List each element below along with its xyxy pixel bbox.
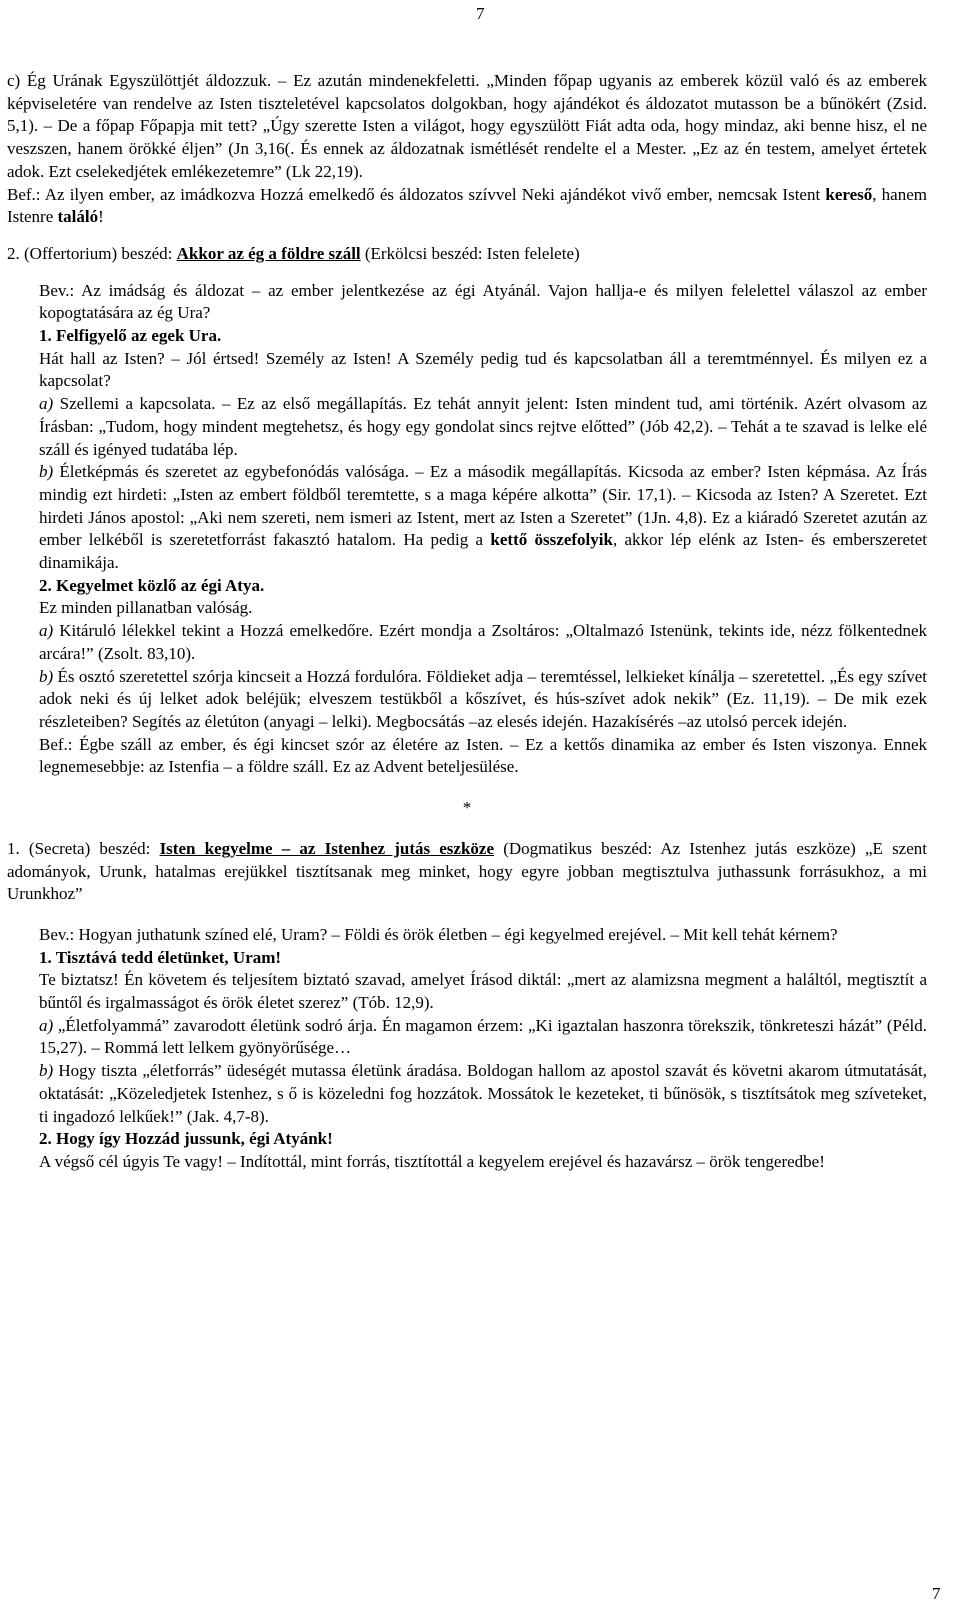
document-body — [7, 70, 927, 1174]
subheading: 2. Hogy így Hozzád jussunk, égi Atyánk! — [39, 1129, 333, 1149]
paragraph: Ez minden pillanatban valóság. — [39, 598, 253, 618]
paragraph: Bef.: Égbe száll az ember, és égi kincset szór az életére az Isten. – Ez a kettős dinamika az ember és Isten viszonya. Ennek legnemesebbje: az Istenfia – a földre száll. Ez az Advent beteljesülése. — [39, 734, 927, 777]
section-heading: 2. (Offertorium) beszéd: Akkor az ég a földre száll (Erkölcsi beszéd: Isten felelete) — [7, 243, 580, 263]
paragraph: Bev.: Az imádság és áldozat – az ember jelentkezése az égi Atyánál. Vajon hallja-e és milyen felelettel válaszol az ember kopogtatására az ég Ura? — [39, 280, 927, 323]
page-number-bottom: 7 — [932, 1584, 941, 1603]
paragraph: A végső cél úgyis Te vagy! – Indítottál, mint forrás, tisztítottál a kegyelem erejével és hazavársz – örök tengeredbe! — [39, 1151, 825, 1171]
paragraph: b) És osztó szeretettel szórja kincseit a Hozzá fordulóra. Földieket adja – teremtéssel, lelkieket kínálja – szeretettel. „És egy szívet adok neki és új lelket adok beléjük; elveszem testükből a kőszívet, és hús-szívet adok nekik” (Ez. 11,19). – De mik ezek részleteiben? Segítés az életúton (anyagi – lelki). Megbocsátás –az elesés idején. Hazakísérés –az utolsó percek idején. — [39, 666, 927, 731]
section-separator: * — [462, 798, 472, 818]
paragraph: Bev.: Hogyan juthatunk színed elé, Uram? – Földi és örök életben – égi kegyelmed erejével. – Mit kell tehát kérnem? — [39, 924, 838, 944]
paragraph: a) Kitáruló lélekkel tekint a Hozzá emelkedőre. Ezért mondja a Zsoltáros: „Oltalmazó Istenünk, tekints ide, nézz fölkentednek arcára!” (Zsolt. 83,10). — [39, 621, 927, 663]
paragraph: a) „Életfolyammá” zavarodott életünk sodró árja. Én magamon érzem: „Ki igaztalan haszonra törekszik, tönkreteszi házát” (Péld. 15,27). – Rommá lett lelkem gyönyörűsége… — [39, 1015, 927, 1058]
paragraph: c) Ég Urának Egyszülöttjét áldozzuk. – Ez azután mindenekfeletti. „Minden főpap ugyanis az emberek közül való és az emberek képviseletére van rendelve az Isten tiszteletével kapcsolatos dolgokban, hogy ajándékot és áldozatot mutasson be a bűnökért (Zsid. 5,1). – De a főpap Főpapja mit tett? „Úgy szerette Isten a világot, hogy egyszülött Fiát adta oda, hogy mindaz, aki benne hisz, el ne veszszen, hanem örökké éljen” (Jn 3,16(. És ennek az áldozatnak ismétlését rendelte el a Mester. „Ez az én testem, amelyet értetek adok. Ezt cselekedjétek emlékezetemre” (Lk 22,19). — [7, 71, 927, 181]
subheading: 1. Felfigyelő az egek Ura. — [39, 326, 222, 346]
paragraph: Te biztatsz! Én követem és teljesítem biztató szavad, amelyet Írásod diktál: „mert az alamizsna megment a haláltól, megtisztít a bűntől és irgalmasságot és örök életet szerez” (Tób. 12,9). — [39, 970, 927, 1013]
section-heading: 1. (Secreta) beszéd: Isten kegyelme – az Istenhez jutás eszköze (Dogmatikus beszéd: Az Istenhez jutás eszköze) „E szent adományok, Urunk, hatalmas erejükkel tisztítsanak meg minket, hogy egyre jobban megtisztulva juthassunk forrásukhoz, a mi Urunkhoz” — [7, 838, 928, 904]
paragraph: b) Hogy tiszta „életforrás” üdeségét mutassa életünk áradása. Boldogan hallom az apostol szavát és követni akarom útmutatását, oktatását: „Közeledjetek Istenhez, s ő is közeledni fog hozzátok. Mossátok le kezeteket, ti bűnösök, s tisztítsátok meg szíveteket, ti ingadozó lelkűek!” (Jak. 4,7-8). — [39, 1061, 927, 1126]
paragraph: b) Életképmás és szeretet az egybefonódás valósága. – Ez a második megállapítás. Kicsoda az ember? Isten képmása. Az Írás mindig ezt hirdeti: „Isten az embert földből teremtette, s a maga képére alkotta” (Sir. 17,1). – Kicsoda az Isten? A Szeretet. Ezt hirdeti János apostol: „Aki nem szereti, nem ismeri az Istent, mert az Isten a Szeretet” (1Jn. 4,8). Ez a kiáradó Szeretet azután az ember lelkéből is szeretetforrást fakasztó hatalom. Ha pedig a kettő összefolyik, akkor lép elénk az Isten- és emberszeretet dinamikája. — [39, 462, 927, 573]
paragraph: Hát hall az Isten? – Jól értsed! Személy az Isten! A Személy pedig tud és kapcsolatban áll a teremtménnyel. És milyen ez a kapcsolat? — [39, 348, 927, 391]
page-number-top: 7 — [476, 4, 485, 23]
subheading: 2. Kegyelmet közlő az égi Atya. — [39, 575, 265, 595]
subheading: 1. Tisztává tedd életünket, Uram! — [39, 947, 282, 967]
paragraph: a) Szellemi a kapcsolata. – Ez az első megállapítás. Ez tehát annyit jelent: Isten mindent tud, ami történik. Azért olvasom az Írásban: „Tudom, hogy mindent megtehetsz, és hogy egy gondolat sincs rejtve előtted” (Jób 42,2). – Tehát a te szavad is lelke elé száll és igényed tudatába lép. — [39, 394, 927, 459]
paragraph: Bef.: Az ilyen ember, az imádkozva Hozzá emelkedő és áldozatos szívvel Neki ajándékot vivő ember, nemcsak Istent kereső, hanem Istenre találó! — [7, 184, 927, 227]
